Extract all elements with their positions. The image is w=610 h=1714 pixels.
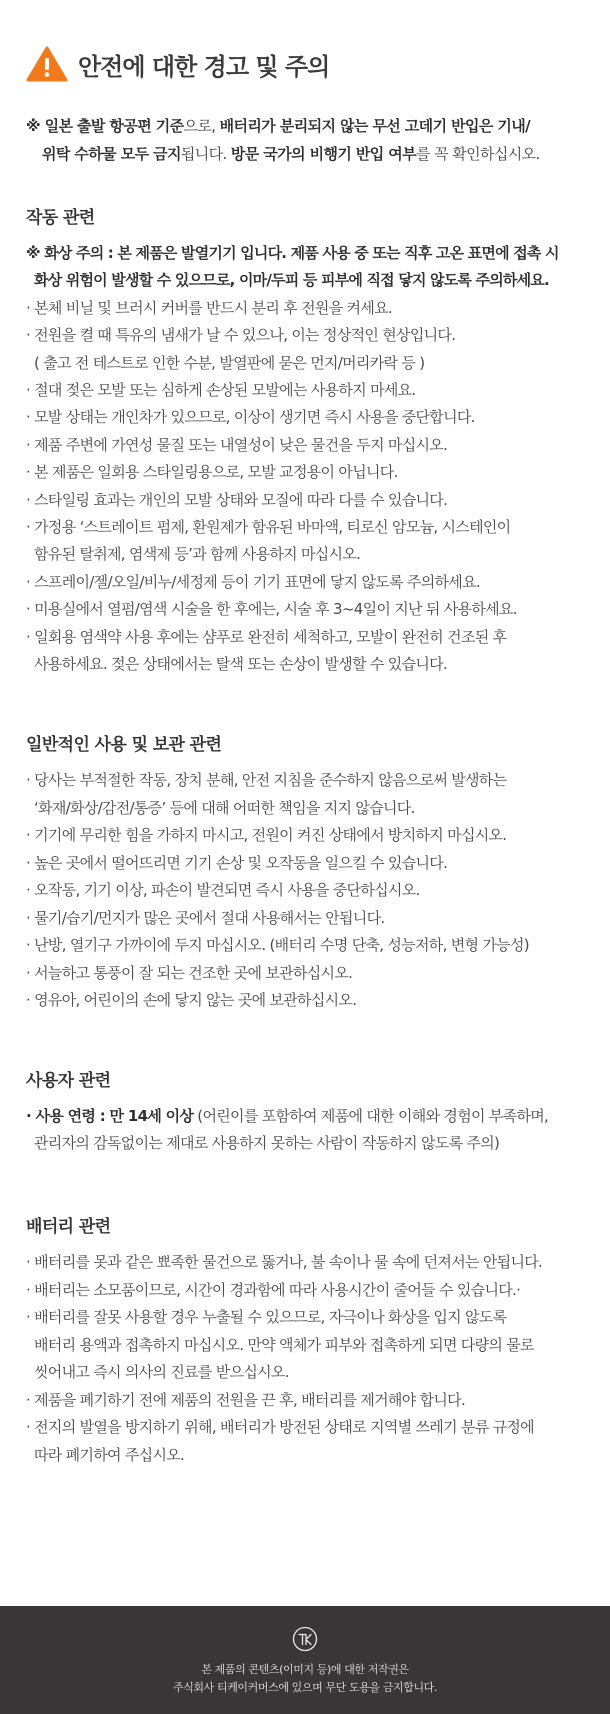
- notice-line: · 영유아, 어린이의 손에 닿지 않는 곳에 보관하십시오.: [26, 991, 357, 1009]
- notice-line: ( 출고 전 테스트로 인한 수분, 발열판에 묻은 먼지/머리카락 등 ): [34, 353, 425, 372]
- intro-bold: 일본 출발 항공편 기준: [44, 117, 184, 135]
- intro-bold: 배터리가 분리되지 않는 무선 고데기 반입은 기내/: [219, 117, 531, 135]
- notice-line: · 오작동, 기기 이상, 파손이 발견되면 즉시 사용을 중단하십시오.: [26, 881, 420, 899]
- intro-line-2: [26, 140, 596, 168]
- tk-logo-icon: [292, 1626, 318, 1652]
- notice-line: · 스타일링 효과는 개인의 모발 상태와 모질에 따라 다를 수 있습니다.: [26, 490, 448, 509]
- notice-line: · 전지의 발열을 방지하기 위해, 배터리가 방전된 상태로 지역별 쓰레기 분류 규정에: [26, 1418, 534, 1436]
- intro-bold: 방문 국가의 비행기 반입 여부: [230, 145, 417, 163]
- notice-line: 배터리 용액과 접촉하지 마십시오. 만약 액체가 피부와 접촉하게 되면 다량의 물로: [34, 1335, 534, 1354]
- intro-text: 됩니다.: [180, 145, 231, 163]
- intro-line-1: [26, 112, 596, 140]
- notice-line: · 전원을 켤 때 특유의 냄새가 날 수 있으나, 이는 정상적인 현상입니다.: [26, 326, 456, 345]
- notice-line: [26, 1103, 600, 1130]
- notice-line: · 미용실에서 열펌/염색 시술을 한 후에는, 시술 후 3~4일이 지난 뒤 사용하세요.: [26, 600, 517, 619]
- page-title: 안전에 대한 경고 및 주의: [78, 52, 330, 81]
- notice-line: 함유된 탈취제, 염색제 등’과 함께 사용하지 마십시오.: [34, 545, 361, 564]
- intro-text: 를 꼭 확인하십시오.: [416, 145, 540, 163]
- notice-line: · 본체 비닐 및 브러시 커버를 반드시 분리 후 전원을 켜세요.: [26, 298, 392, 317]
- intro-notice: [26, 112, 596, 168]
- notice-line: 사용하세요. 젖은 상태에서는 탈색 또는 손상이 발생할 수 있습니다.: [34, 655, 448, 674]
- notice-line: · 배터리를 잘못 사용할 경우 누출될 수 있으므로, 자극이나 화상을 입지 않도록: [26, 1308, 507, 1326]
- battery-section: [26, 1213, 600, 1469]
- notice-line: · 일회용 염색약 사용 후에는 샴푸로 완전히 세척하고, 모발이 완전히 건조된 후: [26, 627, 507, 646]
- notice-line: · 스프레이/젤/오일/비누/세정제 등이 기기 표면에 닿지 않도록 주의하세요.: [26, 572, 480, 591]
- copyright-line-1: 본 제품의 콘텐츠(이미지 등)에 대한 저작권은: [201, 1663, 409, 1676]
- notice-line: · 모발 상태는 개인차가 있으므로, 이상이 생기면 즉시 사용을 중단합니다.: [26, 408, 475, 427]
- notice-line: · 높은 곳에서 떨어뜨리면 기기 손상 및 오작동을 일으킬 수 있습니다.: [26, 853, 448, 872]
- operation-section: [26, 204, 600, 679]
- notice-line: · 가정용 ‘스트레이트 펌제, 환원제가 함유된 바마액, 티로신 암모늄, 시스테인이: [26, 518, 511, 537]
- general-use-section: [26, 731, 600, 1015]
- notice-line: 관리자의 감독없이는 제대로 사용하지 못하는 사람이 작동하지 않도록 주의): [34, 1134, 500, 1153]
- intro-bold: 위탁 수하물 모두 금지: [42, 145, 181, 163]
- section-heading: 배터리 관련: [26, 1217, 111, 1237]
- notice-line: · 제품 주변에 가연성 물질 또는 내열성이 낮은 물건을 두지 마십시오.: [26, 435, 448, 454]
- warning-triangle-icon: [26, 46, 68, 82]
- user-section: [26, 1067, 600, 1158]
- section-heading: 사용자 관련: [26, 1071, 111, 1091]
- notice-line: 씻어내고 즉시 의사의 진료를 받으십시오.: [34, 1363, 289, 1381]
- notice-line: · 배터리를 못과 같은 뾰족한 물건으로 뚫거나, 불 속이나 물 속에 던져서는 안됩니다.: [26, 1253, 543, 1271]
- notice-line: 화상 위험이 발생할 수 있으므로, 이마/두피 등 피부에 직접 닿지 않도록 주의하세요.: [34, 271, 549, 290]
- notice-line: · 난방, 열기구 가까이에 두지 마십시오. (배터리 수명 단축, 성능저하, 변형 가능성): [26, 936, 529, 954]
- notice-line: 따라 폐기하여 주십시오.: [34, 1445, 185, 1464]
- age-requirement: · 사용 연령 : 만 14세 이상: [26, 1107, 194, 1125]
- intro-text: 으로,: [183, 117, 220, 135]
- copyright-line-2: 주식회사 티케이커머스에 있으며 무단 도용을 금지합니다.: [172, 1681, 437, 1694]
- notice-line: · 서늘하고 통풍이 잘 되는 건조한 곳에 보관하십시오.: [26, 963, 353, 982]
- notice-line: ※ 화상 주의 : 본 제품은 발열기기 입니다. 제품 사용 중 또는 직후 고온 표면에 접촉 시: [26, 244, 559, 262]
- notice-line: · 배터리는 소모품이므로, 시간이 경과함에 따라 사용시간이 줄어들 수 있습니다.·: [26, 1280, 521, 1299]
- notice-line: · 제품을 폐기하기 전에 제품의 전원을 끈 후, 배터리를 제거해야 합니다.: [26, 1390, 466, 1409]
- notice-line: · 기기에 무리한 힘을 가하지 마시고, 전원이 켜진 상태에서 방치하지 마십시오.: [26, 826, 507, 844]
- footer: [0, 1606, 610, 1714]
- section-heading: 작동 관련: [26, 208, 95, 228]
- age-note: (어린이를 포함하여 제품에 대한 이해와 경험이 부족하며,: [193, 1107, 549, 1125]
- section-heading: 일반적인 사용 및 보관 관련: [26, 735, 222, 755]
- notice-line: · 본 제품은 일회용 스타일링용으로, 모발 교정용이 아닙니다.: [26, 463, 398, 482]
- notice-line: · 당사는 부적절한 작동, 장치 분해, 안전 지침을 준수하지 않음으로써 발생하는: [26, 771, 507, 789]
- notice-line: · 절대 젖은 모발 또는 심하게 손상된 모발에는 사용하지 마세요.: [26, 381, 416, 400]
- title-row: [26, 44, 329, 84]
- notice-line: ‘화재/화상/감전/통증’ 등에 대해 어떠한 책임을 지지 않습니다.: [34, 798, 415, 817]
- notice-line: · 물기/습기/먼지가 많은 곳에서 절대 사용해서는 안됩니다.: [26, 908, 385, 927]
- reference-mark: ※: [26, 117, 45, 135]
